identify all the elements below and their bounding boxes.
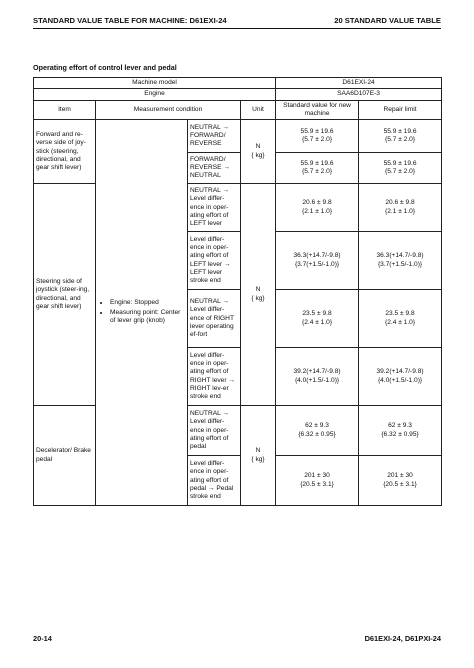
std-value-cell — [276, 290, 359, 348]
header-right-title: 20 STANDARD VALUE TABLE — [334, 16, 441, 25]
page-number: 20-14 — [33, 634, 52, 643]
unit-kg: { kg} — [251, 151, 265, 159]
sub-condition-cell: FORWARD/ REVERSE → NEUTRAL — [188, 153, 241, 184]
std-value-cell — [276, 406, 359, 456]
std-value-n: 39.2(+14.7/-9.8) — [293, 368, 341, 376]
repair-limit-cell — [359, 348, 442, 406]
std-value-cell — [276, 120, 359, 153]
section-title: Operating effort of control lever and pedal — [33, 63, 177, 72]
repair-value-kg: {3.7(+1.5/-1.0)} — [377, 260, 423, 268]
engine-row — [34, 89, 442, 100]
sub-condition-cell: Level differ-ence in oper-ating effort of pedal → Pedal stroke end — [188, 456, 241, 506]
machine-model-value: D61EXI-24 — [276, 78, 442, 89]
repair-limit-cell — [359, 232, 442, 290]
machine-model-label: Machine model — [34, 78, 276, 89]
repair-value-kg: {5.7 ± 2.0} — [385, 168, 416, 176]
unit-n: N — [255, 447, 261, 455]
engine-value: SAA6D107E-3 — [276, 89, 442, 100]
standard-value-table — [33, 77, 442, 506]
repair-limit-cell — [359, 456, 442, 506]
unit-cell — [241, 184, 276, 406]
repair-value-kg: {4.0(+1.5/-1.0)} — [377, 376, 423, 384]
std-value-n: 55.9 ± 19.6 — [300, 127, 334, 135]
condition-cell-steering — [96, 120, 188, 506]
col-item-header: Item — [34, 100, 96, 120]
col-unit-header: Unit — [241, 100, 276, 120]
sub-condition-cell: NEUTRAL → Level differ-ence of RIGHT lever operating ef-fort — [188, 290, 241, 348]
std-value-kg: {3.7(+1.5/-1.0)} — [294, 260, 340, 268]
repair-limit-cell — [359, 153, 442, 184]
sub-condition-cell: Level differ-ence in oper-ating effort of RIGHT lever → RIGHT lev-er stroke end — [188, 348, 241, 406]
repair-limit-cell — [359, 406, 442, 456]
condition-engine: • Engine: Stopped — [110, 299, 185, 307]
repair-value-n: 55.9 ± 19.6 — [383, 159, 417, 167]
repair-value-kg: {20.5 ± 3.1} — [383, 480, 417, 488]
footer-models: D61EXI-24, D61PXI-24 — [364, 634, 441, 643]
table-row — [34, 120, 442, 153]
std-value-cell — [276, 232, 359, 290]
unit-n: N — [255, 286, 261, 294]
repair-limit-cell — [359, 120, 442, 153]
std-value-kg: {2.1 ± 1.0} — [302, 207, 333, 215]
std-value-n: 55.9 ± 19.6 — [300, 159, 334, 167]
repair-value-n: 55.9 ± 19.6 — [383, 127, 417, 135]
std-value-n: 20.6 ± 9.8 — [302, 199, 332, 207]
repair-value-n: 39.2(+14.7/-9.8) — [376, 368, 424, 376]
repair-value-kg: {5.7 ± 2.0} — [385, 136, 416, 144]
unit-kg: { kg} — [251, 455, 265, 463]
item-cell: Forward and re-verse side of joy-stick (steering, directional, and gear shift lever) — [34, 120, 96, 184]
engine-label: Engine — [34, 89, 276, 100]
sub-condition-cell: Level differ-ence in oper-ating effort of LEFT lever → LEFT lever stroke end — [188, 232, 241, 290]
header-rule — [33, 28, 441, 29]
repair-value-kg: {2.4 ± 1.0} — [385, 318, 416, 326]
repair-value-n: 23.5 ± 9.8 — [385, 310, 415, 318]
std-value-n: 201 ± 30 — [304, 472, 330, 480]
unit-cell — [241, 406, 276, 506]
header-left-title: STANDARD VALUE TABLE FOR MACHINE: D61EXI-24 — [33, 16, 227, 25]
col-condition-header: Measurement condition — [96, 100, 241, 120]
repair-value-n: 36.3(+14.7/-9.8) — [376, 252, 424, 260]
repair-value-n: 201 ± 30 — [387, 472, 413, 480]
repair-value-kg: {2.1 ± 1.0} — [385, 207, 416, 215]
std-value-kg: {5.7 ± 2.0} — [302, 168, 333, 176]
table-row — [34, 406, 442, 456]
repair-value-kg: {6.32 ± 0.95} — [381, 430, 419, 438]
col-std-header: Standard value for new machine — [276, 100, 359, 120]
std-value-cell — [276, 184, 359, 232]
repair-value-n: 62 ± 9.3 — [388, 422, 412, 430]
std-value-kg: {5.7 ± 2.0} — [302, 136, 333, 144]
std-value-cell — [276, 348, 359, 406]
column-header-row — [34, 100, 442, 120]
std-value-n: 23.5 ± 9.8 — [302, 310, 332, 318]
std-value-n: 62 ± 9.3 — [305, 422, 329, 430]
sub-condition-cell: NEUTRAL → Level differ-ence in oper-ating effort of LEFT lever — [188, 184, 241, 232]
std-value-cell — [276, 153, 359, 184]
std-value-kg: {4.0(+1.5/-1.0)} — [294, 376, 340, 384]
condition-measuring-point: • Measuring point: Center of lever grip (knob) — [110, 309, 185, 326]
sub-condition-cell: NEUTRAL → FORWARD/ REVERSE — [188, 120, 241, 153]
unit-n: N — [255, 143, 261, 151]
repair-limit-cell — [359, 184, 442, 232]
unit-kg: { kg} — [251, 294, 265, 302]
table-row — [34, 184, 442, 232]
item-cell: Steering side of joystick (steer-ing, directional, and gear shift lever) — [34, 184, 96, 406]
item-cell: Decelerator/ Brake pedal — [34, 406, 96, 506]
col-repair-header: Repair limit — [359, 100, 442, 120]
repair-value-n: 20.6 ± 9.8 — [385, 199, 415, 207]
unit-cell — [241, 120, 276, 184]
machine-model-row — [34, 78, 442, 89]
repair-limit-cell — [359, 290, 442, 348]
std-value-n: 36.3(+14.7/-9.8) — [293, 252, 341, 260]
std-value-kg: {6.32 ± 0.95} — [298, 430, 336, 438]
sub-condition-cell: NEUTRAL → Level differ-ence in oper-ating effort of pedal — [188, 406, 241, 456]
std-value-kg: {20.5 ± 3.1} — [300, 480, 334, 488]
std-value-cell — [276, 456, 359, 506]
std-value-kg: {2.4 ± 1.0} — [302, 318, 333, 326]
